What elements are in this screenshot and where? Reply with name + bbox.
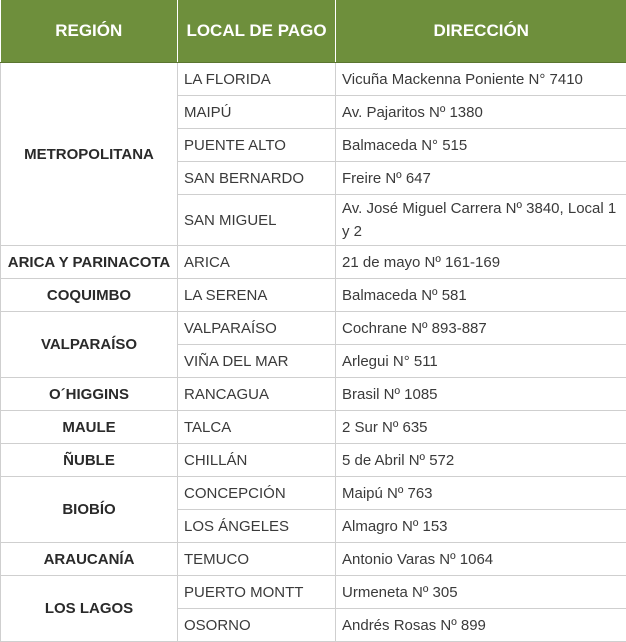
direccion-cell: Balmaceda Nº 581: [336, 279, 626, 312]
local-cell: PUERTO MONTT: [178, 576, 336, 609]
local-cell: TEMUCO: [178, 543, 336, 576]
direccion-cell: Maipú Nº 763: [336, 477, 626, 510]
direccion-cell: Av. José Miguel Carrera Nº 3840, Local 1 y 2: [336, 195, 626, 246]
local-cell: RANCAGUA: [178, 378, 336, 411]
table-header: [1, 0, 626, 63]
direccion-cell: Vicuña Mackenna Poniente N° 7410: [336, 63, 626, 96]
direccion-cell: 5 de Abril Nº 572: [336, 444, 626, 477]
local-cell: MAIPÚ: [178, 96, 336, 129]
table-row: [1, 477, 626, 510]
table-row: [1, 312, 626, 345]
table-row: [1, 444, 626, 477]
direccion-cell: Av. Pajaritos Nº 1380: [336, 96, 626, 129]
region-cell: O´HIGGINS: [1, 378, 178, 411]
local-cell: SAN BERNARDO: [178, 162, 336, 195]
direccion-cell: Balmaceda N° 515: [336, 129, 626, 162]
table-row: [1, 411, 626, 444]
local-cell: PUENTE ALTO: [178, 129, 336, 162]
direccion-cell: Almagro Nº 153: [336, 510, 626, 543]
table-row: [1, 543, 626, 576]
local-cell: LA FLORIDA: [178, 63, 336, 96]
region-cell: ARAUCANÍA: [1, 543, 178, 576]
table-row: [1, 63, 626, 96]
region-cell: BIOBÍO: [1, 477, 178, 543]
region-cell: METROPOLITANA: [1, 63, 178, 246]
local-cell: CHILLÁN: [178, 444, 336, 477]
table-body: [1, 63, 626, 642]
region-cell: ÑUBLE: [1, 444, 178, 477]
region-cell: ARICA Y PARINACOTA: [1, 246, 178, 279]
table-row: [1, 246, 626, 279]
local-cell: CONCEPCIÓN: [178, 477, 336, 510]
header-row: [1, 0, 626, 63]
region-cell: VALPARAÍSO: [1, 312, 178, 378]
table-row: [1, 378, 626, 411]
header-region: REGIÓN: [1, 0, 178, 63]
direccion-cell: Brasil Nº 1085: [336, 378, 626, 411]
local-cell: VIÑA DEL MAR: [178, 345, 336, 378]
direccion-cell: 2 Sur Nº 635: [336, 411, 626, 444]
region-cell: COQUIMBO: [1, 279, 178, 312]
local-cell: ARICA: [178, 246, 336, 279]
direccion-cell: Urmeneta Nº 305: [336, 576, 626, 609]
local-cell: OSORNO: [178, 609, 336, 642]
direccion-cell: 21 de mayo Nº 161-169: [336, 246, 626, 279]
table-row: [1, 576, 626, 609]
direccion-cell: Antonio Varas Nº 1064: [336, 543, 626, 576]
direccion-cell: Arlegui N° 511: [336, 345, 626, 378]
header-direccion: DIRECCIÓN: [336, 0, 626, 63]
local-cell: TALCA: [178, 411, 336, 444]
local-cell: SAN MIGUEL: [178, 195, 336, 246]
direccion-cell: Freire Nº 647: [336, 162, 626, 195]
header-local: LOCAL DE PAGO: [178, 0, 336, 63]
local-cell: LOS ÁNGELES: [178, 510, 336, 543]
direccion-cell: Andrés Rosas Nº 899: [336, 609, 626, 642]
table-row: [1, 279, 626, 312]
direccion-cell: Cochrane Nº 893-887: [336, 312, 626, 345]
local-cell: VALPARAÍSO: [178, 312, 336, 345]
region-cell: LOS LAGOS: [1, 576, 178, 642]
region-cell: MAULE: [1, 411, 178, 444]
local-cell: LA SERENA: [178, 279, 336, 312]
